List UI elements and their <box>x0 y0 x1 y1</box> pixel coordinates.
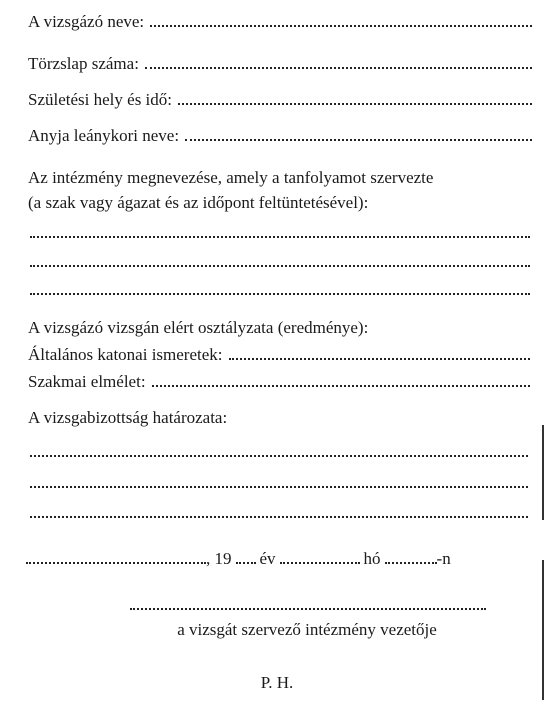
general-military-knowledge-row <box>28 345 530 365</box>
register-number-label: Törzslap száma: <box>28 54 139 73</box>
mother-maiden-name-label: Anyja leánykori neve: <box>28 126 180 145</box>
birth-place-date-label: Születési hely és idő: <box>28 90 173 109</box>
institution-field-line-2[interactable] <box>30 263 530 267</box>
committee-decision-heading: A vizsgabizottság határozata: <box>28 408 228 427</box>
institution-heading-line2: (a szak vagy ágazat és az időpont feltüntetésével): <box>28 193 369 212</box>
exam-taker-name-row <box>28 12 532 32</box>
place-field[interactable] <box>26 550 206 564</box>
mother-maiden-name-row <box>28 126 532 146</box>
committee-decision-line-1[interactable] <box>30 453 528 457</box>
year-prefix: , 19 <box>206 549 232 568</box>
exam-taker-name-label: A vizsgázó neve: <box>28 12 145 31</box>
mother-maiden-name-field[interactable] <box>185 127 532 141</box>
professional-theory-row <box>28 372 530 392</box>
birth-place-date-field[interactable] <box>178 91 532 105</box>
grades-heading: A vizsgázó vizsgán elért osztályzata (eredménye): <box>28 318 369 337</box>
register-number-row <box>28 54 532 74</box>
birth-place-date-row <box>28 90 532 110</box>
committee-decision-line-2[interactable] <box>30 484 528 488</box>
institution-heading-line1: Az intézmény megnevezése, amely a tanfolyamot szervezte <box>28 168 434 187</box>
signature-caption: a vizsgát szervező intézmény vezetője <box>177 620 437 639</box>
exam-taker-name-field[interactable] <box>150 13 532 27</box>
month-field[interactable] <box>280 550 360 564</box>
committee-decision-line-3[interactable] <box>30 514 528 518</box>
year-label: év <box>259 549 276 568</box>
general-military-knowledge-label: Általános katonai ismeretek: <box>28 345 223 364</box>
institution-field-line-3[interactable] <box>30 291 530 295</box>
professional-theory-label: Szakmai elmélet: <box>28 372 146 391</box>
general-military-knowledge-field[interactable] <box>229 346 531 360</box>
year-field[interactable] <box>236 550 256 564</box>
institution-field-line-1[interactable] <box>30 234 530 238</box>
day-field[interactable] <box>385 550 437 564</box>
stamp-placeholder: P. H. <box>260 673 294 692</box>
signature-field[interactable] <box>130 606 486 610</box>
register-number-field[interactable] <box>145 55 532 69</box>
date-line <box>26 549 516 569</box>
professional-theory-field[interactable] <box>152 373 530 387</box>
day-suffix: -n <box>436 549 451 568</box>
month-label: hó <box>363 549 381 568</box>
